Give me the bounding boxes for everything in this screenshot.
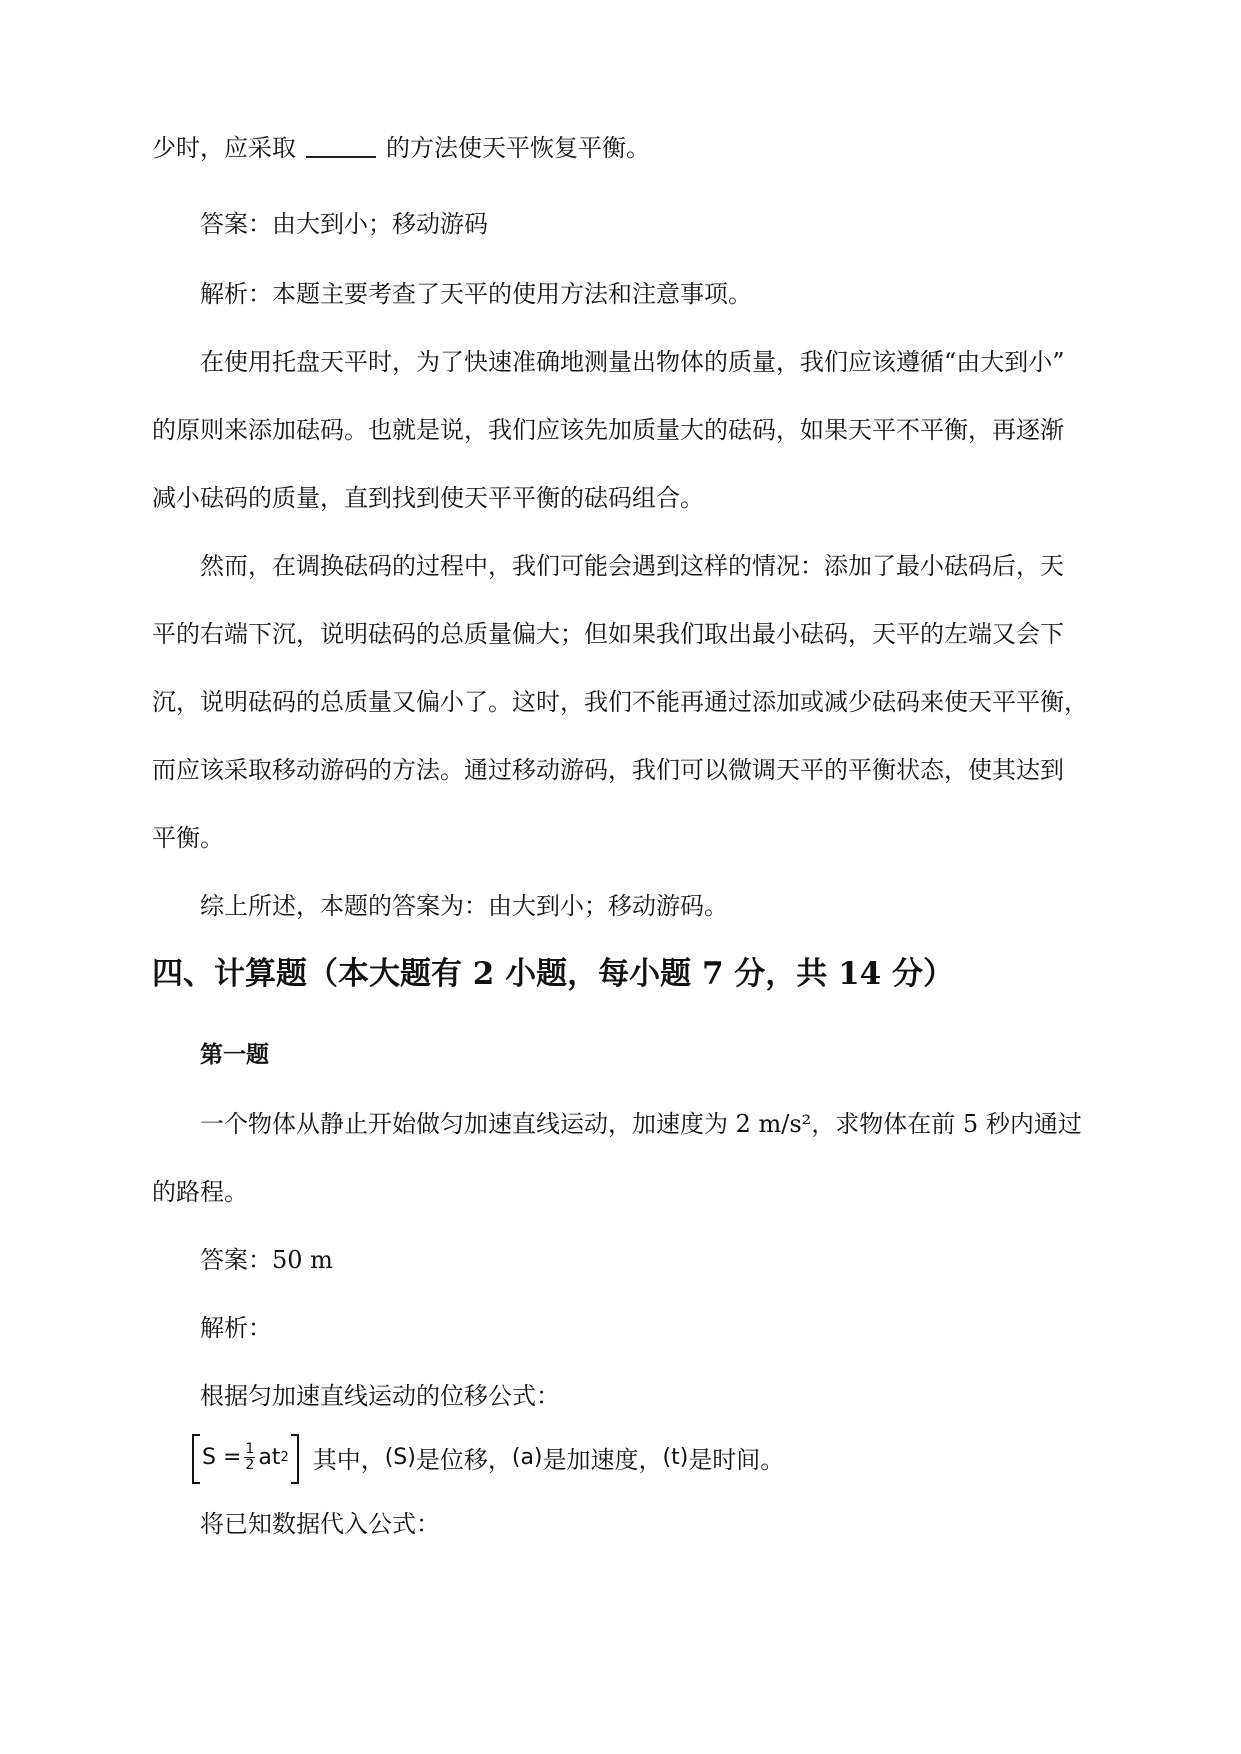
paragraph-line: 减小砝码的质量，直到找到使天平平衡的砝码组合。	[152, 484, 704, 512]
subheading: 第一题	[200, 1041, 269, 1068]
fraction-denominator: 2	[245, 1456, 255, 1473]
answer-1: 答案：由大到小；移动游码	[200, 210, 488, 238]
paragraph-line: 的原则来添加砝码。也就是说，我们应该先加质量大的砝码，如果天平不平衡，再逐渐	[152, 416, 1064, 444]
summary-line: 综上所述，本题的答案为：由大到小；移动游码。	[200, 892, 728, 920]
symbol-t: (t)	[662, 1444, 689, 1470]
formula-row	[192, 1432, 784, 1482]
displacement-formula	[192, 1434, 299, 1480]
formula-desc-4: 是时间。	[688, 1445, 785, 1474]
fill-blank	[306, 136, 376, 158]
formula-desc-2: 是位移，	[415, 1445, 512, 1474]
question-1-line-1: 一个物体从静止开始做匀加速直线运动，加速度为 2 m/s²，求物体在前 5 秒内通过	[200, 1110, 1082, 1138]
question-tail-line	[152, 132, 1092, 164]
section-title: 四、计算题（本大题有 2 小题，每小题 7 分，共 14 分）	[152, 956, 955, 992]
substitute-line: 将已知数据代入公式：	[200, 1510, 440, 1538]
right-bracket	[291, 1434, 299, 1484]
paragraph-line: 而应该采取移动游码的方法。通过移动游码，我们可以微调天平的平衡状态，使其达到	[152, 756, 1064, 784]
formula-lhs: S =	[202, 1444, 242, 1470]
question-1-analysis-label: 解析：	[200, 1314, 272, 1342]
question-tail-end: 的方法使天平恢复平衡。	[386, 134, 650, 162]
symbol-a: (a)	[511, 1444, 543, 1470]
question-1-answer: 答案：50 m	[200, 1246, 333, 1274]
paragraph-line: 然而，在调换砝码的过程中，我们可能会遇到这样的情况：添加了最小砝码后，天	[200, 552, 1064, 580]
paragraph-line: 平衡。	[152, 824, 224, 852]
formula-fraction	[244, 1442, 255, 1473]
formula-intro: 根据匀加速直线运动的位移公式：	[200, 1382, 560, 1410]
left-bracket	[192, 1434, 200, 1484]
question-1-line-2: 的路程。	[152, 1178, 248, 1206]
paragraph-line: 沉，说明砝码的总质量又偏小了。这时，我们不能再通过添加或减少砝码来使天平平衡，	[152, 688, 1088, 716]
question-tail-start: 少时，应采取	[152, 134, 296, 162]
formula-exponent: 2	[280, 1449, 289, 1465]
paragraph-line: 在使用托盘天平时，为了快速准确地测量出物体的质量，我们应该遵循“由大到小”	[200, 348, 1065, 376]
fraction-numerator: 1	[245, 1440, 255, 1457]
symbol-s: (S)	[384, 1444, 416, 1470]
formula-rhs: at	[258, 1444, 281, 1470]
formula-desc-3: 是加速度，	[542, 1445, 663, 1474]
paragraph-line: 平的右端下沉，说明砝码的总质量偏大；但如果我们取出最小砝码，天平的左端又会下	[152, 620, 1064, 648]
formula-desc-1: 其中，	[312, 1445, 385, 1474]
analysis-1: 解析：本题主要考查了天平的使用方法和注意事项。	[200, 280, 752, 308]
